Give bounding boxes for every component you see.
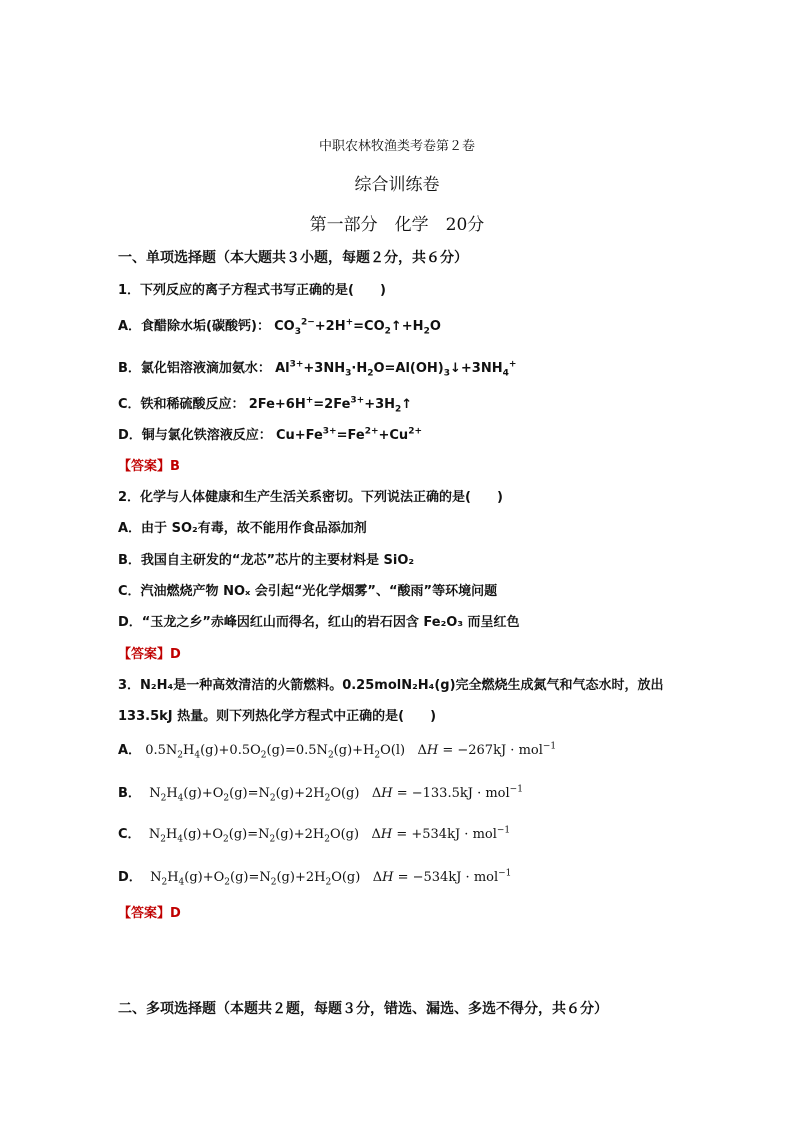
q3-option-b-label: B． — [118, 786, 141, 801]
q1-option-d-equation: $Cu+Fe^{3+}=Fe^{2+}+Cu^{2+}$ — [275, 426, 423, 443]
q3-answer — [118, 905, 181, 923]
q2-option-d: D．“玉龙之乡”赤峰因红山而得名，红山的岩石因含 Fe₂O₃ 而呈红色 — [118, 615, 520, 630]
q3-option-b — [118, 785, 523, 803]
q3-stem-line1: 3．N₂H₄是一种高效清洁的火箭燃料。0.25molN₂H₄(g)完全燃烧生成氮气和气态水时，放出 — [118, 678, 664, 693]
q1-option-b-label: B．氯化铝溶液滴加氨水： — [118, 361, 271, 376]
q3-option-c — [118, 826, 510, 844]
q2-stem: 2．化学与人体健康和生产生活关系密切。下列说法正确的是( ) — [118, 490, 503, 505]
q1-option-b — [118, 360, 516, 378]
q2-option-a: A．由于 SO₂有毒，故不能用作食品添加剂 — [118, 521, 367, 536]
q1-option-a — [118, 318, 441, 336]
q1-option-c-equation: $2Fe+6H^+=2Fe^{3+}+3H_2↑$ — [248, 395, 413, 415]
q3-option-a-equation: $0.5N_2H_4(g)+0.5O_2(g)=0.5N_2(g)+H_2O(l) \Delta H = -267kJ \cdot mol^{-1}$ — [145, 741, 557, 761]
q1-option-a-equation: $CO_3^{2-}+2H^+=CO_2↑+H_2O$ — [274, 317, 441, 337]
q2-answer — [118, 646, 181, 664]
q3-option-d-label: D． — [118, 870, 142, 885]
exam-title: 中职农林牧渔类考卷第２卷 — [318, 139, 475, 154]
section2-title: 二、多项选择题（本题共２题，每题３分，错选、漏选、多选不得分，共６分） — [118, 1001, 608, 1017]
q3-answer-tag: 【答案】 — [118, 906, 171, 921]
q2-answer-value: D — [170, 647, 181, 662]
q1-answer-value: B — [170, 459, 180, 474]
q3-stem-line2: 133.5kJ 热量。则下列热化学方程式中正确的是( ) — [118, 709, 437, 724]
q3-option-c-label: C． — [118, 827, 141, 842]
section1-title: 一、单项选择题（本大题共３小题，每题２分，共６分） — [118, 250, 468, 266]
q1-stem: 1．下列反应的离子方程式书写正确的是( ) — [118, 283, 386, 298]
q2-option-b: B．我国自主研发的“龙芯”芯片的主要材料是 SiO₂ — [118, 553, 415, 568]
q3-option-d — [118, 869, 511, 887]
q3-answer-value: D — [170, 906, 181, 921]
part-heading: 第一部分 化学 20分 — [309, 215, 485, 235]
q3-option-a-label: A． — [118, 743, 142, 758]
exam-subtitle: 综合训练卷 — [354, 175, 440, 195]
q1-option-d-label: D．铜与氯化铁溶液反应： — [118, 428, 272, 443]
q3-option-a — [118, 742, 556, 760]
q2-answer-tag: 【答案】 — [118, 647, 171, 662]
q3-option-b-equation: $N_2H_4(g)+O_2(g)=N_2(g)+2H_2O(g) \Delta H = -133.5kJ \cdot mol^{-1}$ — [145, 784, 523, 804]
q1-option-c — [118, 396, 412, 414]
q3-option-c-equation: $N_2H_4(g)+O_2(g)=N_2(g)+2H_2O(g) \Delta H = +534kJ \cdot mol^{-1}$ — [144, 825, 511, 845]
q1-answer-tag: 【答案】 — [118, 459, 171, 474]
q1-option-b-equation: $Al^{3+}+3NH_3\cdot H_2O=Al(OH)_3↓+3NH_4^+$ — [275, 359, 517, 379]
q1-answer — [118, 458, 180, 476]
q1-option-a-label: A．食醋除水垢(碳酸钙)： — [118, 319, 270, 334]
q1-option-c-label: C．铁和稀硫酸反应： — [118, 397, 245, 412]
q3-option-d-equation: $N_2H_4(g)+O_2(g)=N_2(g)+2H_2O(g) \Delta H = -534kJ \cdot mol^{-1}$ — [145, 868, 512, 888]
q2-option-c: C．汽油燃烧产物 NOₓ 会引起“光化学烟雾”、“酸雨”等环境问题 — [118, 584, 498, 599]
q1-option-d — [118, 427, 422, 445]
